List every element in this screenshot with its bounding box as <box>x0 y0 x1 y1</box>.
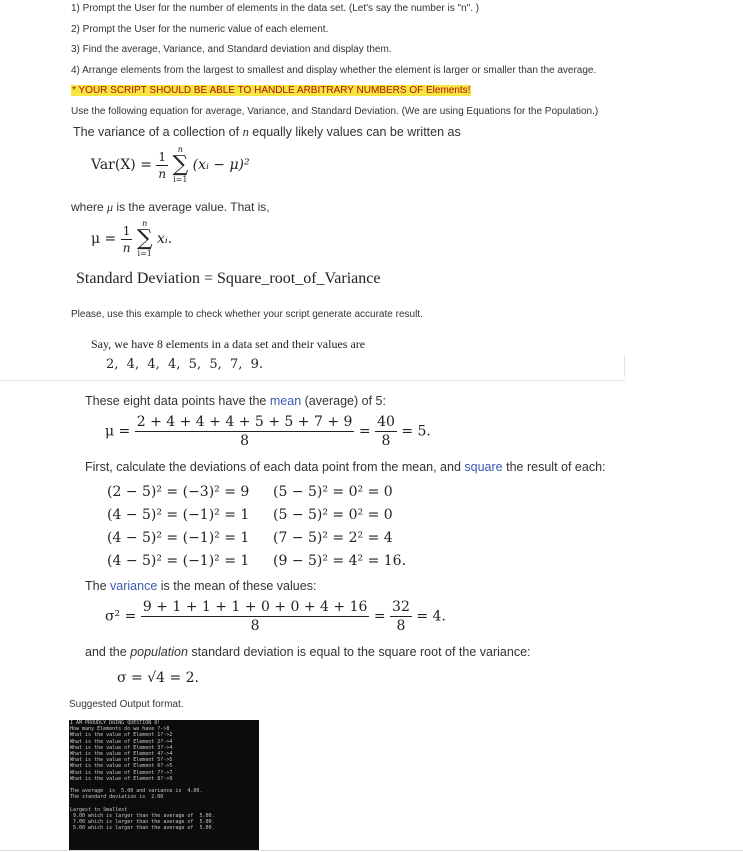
mu-frac-den: n <box>122 240 131 255</box>
variance-line <box>85 579 316 593</box>
sigma-symbol-icon: ∑ <box>136 226 153 251</box>
where-post: is the average value. That is, <box>116 200 270 214</box>
variance-line-post: is the mean of these values: <box>160 579 317 593</box>
deviation-intro-post: the result of each: <box>506 460 606 474</box>
terminal-output <box>69 720 259 851</box>
terminal-line: What is the value of Element 1?->2 <box>70 732 173 739</box>
variance-link[interactable]: variance <box>110 579 158 593</box>
terminal-line: What is the value of Element 2?->4 <box>70 738 173 745</box>
mean-lhs: μ = <box>105 423 131 440</box>
instruction-1: 1) Prompt the User for the number of elements in the data set. (Let's say the number is "n". ) <box>71 3 480 14</box>
mean-intro-post: (average) of 5: <box>304 394 386 408</box>
std-line <box>85 645 531 659</box>
variance-intro-n: n <box>242 125 249 139</box>
mu-sigma-top: n <box>142 219 148 228</box>
where-pre: where <box>71 200 104 214</box>
var-term: (xᵢ − μ)² <box>192 157 250 173</box>
terminal-line: What is the value of Element 3?->4 <box>70 744 173 751</box>
deviations-right <box>273 481 406 573</box>
var-frac-den: n <box>158 166 167 181</box>
instruction-3: 3) Find the average, Variance, and Standard deviation and display them. <box>71 44 392 55</box>
instruction-2: 2) Prompt the User for the numeric value of each element. <box>71 24 329 35</box>
variance-intro-end: equally likely values can be written as <box>252 125 461 139</box>
mean-intro <box>85 394 386 408</box>
equation-note: Use the following equation for average, Variance, and Standard Deviation. (We are using Equations for the Population.) <box>71 106 599 117</box>
terminal-line: What is the value of Element 6?->5 <box>70 763 173 770</box>
deviation-row: (4 − 5)² = (−1)² = 1 <box>107 507 250 523</box>
deviation-row: (4 − 5)² = (−1)² = 1 <box>107 553 250 569</box>
highlight-note <box>71 85 471 96</box>
terminal-line: What is the value of Element 7?->7 <box>70 769 173 776</box>
terminal-line: What is the value of Element 4?->4 <box>70 751 173 758</box>
sigma-lhs: σ² = <box>105 608 137 625</box>
mu-lhs: μ = <box>91 231 117 247</box>
mu-fraction <box>121 224 133 255</box>
terminal-line: What is the value of Element 8?->9 <box>70 775 173 782</box>
var-fraction <box>156 150 168 181</box>
example-values: 2, 4, 4, 4, 5, 5, 7, 9. <box>106 357 264 372</box>
deviation-intro-pre: First, calculate the deviations of each data point from the mean, and <box>85 460 461 474</box>
mu-term: xᵢ. <box>157 231 173 247</box>
var-lhs: Var(X) = <box>91 157 152 173</box>
var-sigma-bottom: i=1 <box>173 175 188 184</box>
variance-intro-text: The variance of a collection of <box>73 125 240 139</box>
terminal-line: I AM PROUDLY DOING QUESTION 8! <box>70 720 161 726</box>
mean-intro-pre: These eight data points have the <box>85 394 267 408</box>
sigma-frac2-den: 8 <box>396 618 406 634</box>
where-line <box>71 200 270 215</box>
mean-definition-formula <box>91 220 172 258</box>
mean-eq: = <box>358 423 371 440</box>
instruction-4: 4) Arrange elements from the largest to smallest and display whether the element is larger or smaller than the average. <box>71 65 597 76</box>
deviation-row: (7 − 5)² = 2² = 4 <box>273 530 393 546</box>
terminal-line: The standard deviation is 2.00 <box>70 794 164 801</box>
mean-fraction-2 <box>375 414 397 449</box>
mu-sigma <box>137 220 153 258</box>
sqrt-formula: σ = √4 = 2. <box>117 670 200 686</box>
variance-calc-formula <box>105 599 446 634</box>
mean-formula <box>105 414 431 449</box>
deviation-row: (9 − 5)² = 4² = 16. <box>273 553 407 569</box>
terminal-line: What is the value of Element 5?->5 <box>70 757 173 764</box>
deviation-intro <box>85 460 606 474</box>
square-link[interactable]: square <box>464 460 503 474</box>
sigma-symbol-icon: ∑ <box>172 152 189 177</box>
mu-sigma-bottom: i=1 <box>137 249 152 258</box>
terminal-line: 9.00 which is larger than the average of 5.00. <box>70 813 215 820</box>
mean-frac-num: 2 + 4 + 4 + 4 + 5 + 5 + 7 + 9 <box>136 414 353 430</box>
variance-formula <box>91 146 250 184</box>
mean-frac2-den: 8 <box>381 433 391 449</box>
std-line-pre: and the <box>85 645 127 659</box>
deviation-row: (4 − 5)² = (−1)² = 1 <box>107 530 250 546</box>
section-divider <box>0 380 625 381</box>
sigma-fraction <box>141 599 370 634</box>
sigma-frac-den: 8 <box>250 618 260 634</box>
mean-fraction <box>135 414 355 449</box>
deviation-row: (5 − 5)² = 0² = 0 <box>273 484 393 500</box>
var-sigma-top: n <box>177 145 183 154</box>
deviation-row: (2 − 5)² = (−3)² = 9 <box>107 484 250 500</box>
sigma-eq: = <box>373 608 386 625</box>
variance-intro <box>73 125 461 140</box>
variance-line-pre: The <box>85 579 107 593</box>
std-line-population: population <box>130 645 188 659</box>
var-frac-num: 1 <box>158 149 167 164</box>
mean-result: = 5. <box>401 423 431 440</box>
terminal-line: The average is 5.00 and variance is 4.00. <box>70 788 203 795</box>
mean-frac2-num: 40 <box>377 414 395 430</box>
example-note: Please, use this example to check whether your script generate accurate result. <box>71 309 423 320</box>
terminal-line: Largest to Smallest <box>70 806 128 813</box>
example-say: Say, we have 8 elements in a data set and their values are <box>91 337 366 351</box>
sigma-frac2-num: 32 <box>392 599 410 615</box>
std-line-post: standard deviation is equal to the square root of the variance: <box>191 645 531 659</box>
terminal-line: How many Elements do we have ?->8 <box>70 726 170 733</box>
vertical-divider <box>624 355 625 377</box>
suggested-output-label: Suggested Output format. <box>69 699 184 710</box>
bottom-divider <box>0 850 743 851</box>
std-dev-definition: Standard Deviation = Square_root_of_Variance <box>76 270 381 287</box>
mu-frac-num: 1 <box>122 223 131 238</box>
mean-link[interactable]: mean <box>269 394 302 408</box>
where-mu: μ <box>107 200 114 214</box>
sigma-frac-num: 9 + 1 + 1 + 1 + 0 + 0 + 4 + 16 <box>142 599 368 615</box>
terminal-line: 5.00 which is larger than the average of 5.00. <box>70 825 215 832</box>
deviations-left <box>107 481 249 573</box>
var-sigma <box>172 146 188 184</box>
highlight-text: * YOUR SCRIPT SHOULD BE ABLE TO HANDLE ARBITRARY NUMBERS OF Elements! <box>72 85 471 96</box>
sigma-fraction-2 <box>390 599 412 634</box>
mean-frac-den: 8 <box>240 433 250 449</box>
deviation-row: (5 − 5)² = 0² = 0 <box>273 507 393 523</box>
sigma-result: = 4. <box>416 608 446 625</box>
terminal-line: 7.00 which is larger than the average of 5.00. <box>70 819 215 826</box>
